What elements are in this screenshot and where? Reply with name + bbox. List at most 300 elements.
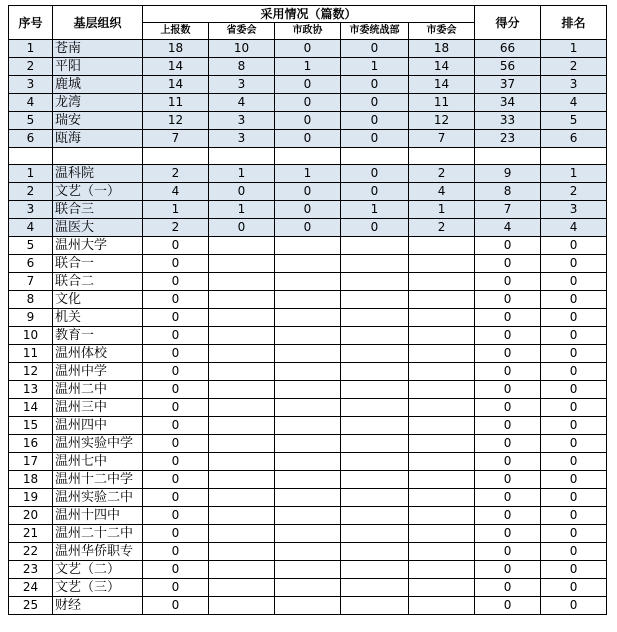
provincial-cell[interactable]: 1 (209, 201, 275, 219)
reported-cell[interactable]: 0 (143, 507, 209, 525)
seq-cell[interactable]: 4 (9, 219, 53, 237)
rank-cell[interactable]: 4 (541, 219, 607, 237)
score-cell[interactable]: 66 (475, 40, 541, 58)
org-cell[interactable]: 温州实验二中 (53, 489, 143, 507)
score-cell[interactable]: 0 (475, 597, 541, 615)
provincial-cell[interactable]: 3 (209, 76, 275, 94)
city-committee-cell[interactable] (409, 525, 475, 543)
cppcc-cell[interactable] (275, 435, 341, 453)
cppcc-cell[interactable] (275, 507, 341, 525)
city-committee-cell[interactable] (409, 417, 475, 435)
city-committee-cell[interactable] (409, 255, 475, 273)
cppcc-cell[interactable] (275, 543, 341, 561)
cppcc-cell[interactable] (275, 597, 341, 615)
score-cell[interactable]: 0 (475, 435, 541, 453)
city-committee-cell[interactable] (409, 489, 475, 507)
rank-cell[interactable]: 0 (541, 561, 607, 579)
cppcc-cell[interactable] (275, 255, 341, 273)
reported-cell[interactable]: 0 (143, 381, 209, 399)
provincial-cell[interactable] (209, 309, 275, 327)
reported-cell[interactable]: 14 (143, 76, 209, 94)
score-cell[interactable]: 0 (475, 309, 541, 327)
org-cell[interactable]: 温州体校 (53, 345, 143, 363)
city-committee-cell[interactable] (409, 543, 475, 561)
provincial-cell[interactable] (209, 273, 275, 291)
united-front-cell[interactable]: 1 (341, 201, 409, 219)
united-front-cell[interactable] (341, 345, 409, 363)
rank-cell[interactable]: 0 (541, 417, 607, 435)
table-row (9, 525, 607, 543)
united-front-cell[interactable] (341, 471, 409, 489)
score-cell[interactable]: 0 (475, 255, 541, 273)
united-front-cell[interactable]: 0 (341, 183, 409, 201)
united-front-cell[interactable]: 0 (341, 112, 409, 130)
score-cell[interactable]: 0 (475, 525, 541, 543)
city-committee-cell[interactable] (409, 309, 475, 327)
score-cell[interactable]: 33 (475, 112, 541, 130)
rank-cell[interactable]: 0 (541, 345, 607, 363)
united-front-cell[interactable] (341, 525, 409, 543)
reported-cell[interactable]: 0 (143, 255, 209, 273)
rank-cell[interactable]: 0 (541, 273, 607, 291)
cppcc-cell[interactable] (275, 471, 341, 489)
cppcc-cell[interactable]: 0 (275, 130, 341, 148)
city-committee-cell[interactable] (409, 273, 475, 291)
org-cell[interactable]: 苍南 (53, 40, 143, 58)
rank-cell[interactable]: 0 (541, 309, 607, 327)
city-committee-cell[interactable] (409, 435, 475, 453)
cppcc-cell[interactable] (275, 381, 341, 399)
seq-cell[interactable]: 16 (9, 435, 53, 453)
cppcc-cell[interactable] (275, 237, 341, 255)
seq-cell[interactable]: 12 (9, 363, 53, 381)
united-front-cell[interactable] (341, 453, 409, 471)
seq-cell[interactable]: 5 (9, 237, 53, 255)
seq-cell[interactable]: 13 (9, 381, 53, 399)
cppcc-cell[interactable] (275, 417, 341, 435)
reported-cell[interactable]: 0 (143, 237, 209, 255)
rank-cell[interactable]: 6 (541, 130, 607, 148)
table-row (9, 363, 607, 381)
city-committee-cell[interactable]: 4 (409, 183, 475, 201)
seq-cell[interactable]: 10 (9, 327, 53, 345)
rank-cell[interactable]: 0 (541, 255, 607, 273)
header-provincial: 省委会 (209, 23, 275, 40)
table-row (9, 399, 607, 417)
united-front-cell[interactable] (341, 327, 409, 345)
seq-cell[interactable]: 20 (9, 507, 53, 525)
rank-cell[interactable]: 0 (541, 489, 607, 507)
cppcc-cell[interactable]: 0 (275, 183, 341, 201)
city-committee-cell[interactable] (409, 597, 475, 615)
provincial-cell[interactable] (209, 291, 275, 309)
table-cell[interactable] (541, 148, 607, 165)
united-front-cell[interactable] (341, 237, 409, 255)
reported-cell[interactable]: 2 (143, 219, 209, 237)
seq-cell[interactable]: 6 (9, 255, 53, 273)
provincial-cell[interactable] (209, 435, 275, 453)
seq-cell[interactable]: 4 (9, 94, 53, 112)
city-committee-cell[interactable]: 11 (409, 94, 475, 112)
score-cell[interactable]: 9 (475, 165, 541, 183)
provincial-cell[interactable] (209, 489, 275, 507)
table-row (9, 543, 607, 561)
provincial-cell[interactable] (209, 579, 275, 597)
reported-cell[interactable]: 2 (143, 165, 209, 183)
score-cell[interactable]: 7 (475, 201, 541, 219)
reported-cell[interactable]: 0 (143, 345, 209, 363)
table-row (9, 597, 607, 615)
city-committee-cell[interactable] (409, 561, 475, 579)
reported-cell[interactable]: 0 (143, 471, 209, 489)
seq-cell[interactable]: 3 (9, 201, 53, 219)
reported-cell[interactable]: 0 (143, 309, 209, 327)
seq-cell[interactable]: 22 (9, 543, 53, 561)
rank-cell[interactable]: 3 (541, 76, 607, 94)
score-cell[interactable]: 0 (475, 489, 541, 507)
united-front-cell[interactable]: 0 (341, 40, 409, 58)
org-cell[interactable]: 联合三 (53, 201, 143, 219)
rank-cell[interactable]: 0 (541, 327, 607, 345)
cppcc-cell[interactable] (275, 453, 341, 471)
seq-cell[interactable]: 24 (9, 579, 53, 597)
score-cell[interactable]: 8 (475, 183, 541, 201)
city-committee-cell[interactable]: 7 (409, 130, 475, 148)
seq-cell[interactable]: 18 (9, 471, 53, 489)
cppcc-cell[interactable]: 0 (275, 40, 341, 58)
seq-cell[interactable]: 7 (9, 273, 53, 291)
reported-cell[interactable]: 0 (143, 543, 209, 561)
rank-cell[interactable]: 0 (541, 471, 607, 489)
rank-cell[interactable]: 0 (541, 543, 607, 561)
provincial-cell[interactable]: 10 (209, 40, 275, 58)
rank-cell[interactable]: 0 (541, 363, 607, 381)
reported-cell[interactable]: 0 (143, 453, 209, 471)
provincial-cell[interactable] (209, 327, 275, 345)
reported-cell[interactable]: 0 (143, 273, 209, 291)
seq-cell[interactable]: 14 (9, 399, 53, 417)
table-cell[interactable] (341, 148, 409, 165)
org-cell[interactable]: 联合一 (53, 255, 143, 273)
city-committee-cell[interactable] (409, 471, 475, 489)
united-front-cell[interactable] (341, 543, 409, 561)
seq-cell[interactable]: 6 (9, 130, 53, 148)
seq-cell[interactable]: 5 (9, 112, 53, 130)
rank-cell[interactable]: 0 (541, 597, 607, 615)
score-cell[interactable]: 0 (475, 507, 541, 525)
rank-cell[interactable]: 0 (541, 435, 607, 453)
org-cell[interactable]: 鹿城 (53, 76, 143, 94)
rank-cell[interactable]: 0 (541, 579, 607, 597)
seq-cell[interactable]: 1 (9, 165, 53, 183)
seq-cell[interactable]: 3 (9, 76, 53, 94)
score-cell[interactable]: 0 (475, 471, 541, 489)
united-front-cell[interactable] (341, 291, 409, 309)
reported-cell[interactable]: 0 (143, 363, 209, 381)
score-cell[interactable]: 0 (475, 291, 541, 309)
reported-cell[interactable]: 0 (143, 327, 209, 345)
united-front-cell[interactable]: 0 (341, 76, 409, 94)
united-front-cell[interactable] (341, 597, 409, 615)
seq-cell[interactable]: 9 (9, 309, 53, 327)
table-cell[interactable] (475, 148, 541, 165)
table-cell[interactable] (143, 148, 209, 165)
cppcc-cell[interactable]: 1 (275, 58, 341, 76)
header-city-committee: 市委会 (409, 23, 475, 40)
provincial-cell[interactable] (209, 507, 275, 525)
provincial-cell[interactable] (209, 345, 275, 363)
cppcc-cell[interactable] (275, 309, 341, 327)
org-cell[interactable]: 温州二中 (53, 381, 143, 399)
cppcc-cell[interactable] (275, 327, 341, 345)
reported-cell[interactable]: 0 (143, 579, 209, 597)
seq-cell[interactable]: 1 (9, 40, 53, 58)
table-cell[interactable] (275, 148, 341, 165)
city-committee-cell[interactable]: 1 (409, 201, 475, 219)
org-cell[interactable]: 文化 (53, 291, 143, 309)
united-front-cell[interactable] (341, 561, 409, 579)
reported-cell[interactable]: 0 (143, 417, 209, 435)
rank-cell[interactable]: 0 (541, 399, 607, 417)
reported-cell[interactable]: 0 (143, 399, 209, 417)
city-committee-cell[interactable] (409, 237, 475, 255)
table-cell[interactable] (409, 148, 475, 165)
org-cell[interactable]: 瑞安 (53, 112, 143, 130)
city-committee-cell[interactable]: 18 (409, 40, 475, 58)
provincial-cell[interactable] (209, 471, 275, 489)
rank-cell[interactable]: 0 (541, 237, 607, 255)
rank-cell[interactable]: 0 (541, 507, 607, 525)
table-row (9, 58, 607, 76)
header-cppcc: 市政协 (275, 23, 341, 40)
city-committee-cell[interactable] (409, 381, 475, 399)
rank-cell[interactable]: 0 (541, 453, 607, 471)
united-front-cell[interactable] (341, 273, 409, 291)
seq-cell[interactable]: 19 (9, 489, 53, 507)
united-front-cell[interactable] (341, 507, 409, 525)
rank-cell[interactable]: 1 (541, 165, 607, 183)
score-cell[interactable]: 37 (475, 76, 541, 94)
united-front-cell[interactable]: 0 (341, 219, 409, 237)
org-cell[interactable]: 平阳 (53, 58, 143, 76)
united-front-cell[interactable] (341, 363, 409, 381)
score-cell[interactable]: 0 (475, 327, 541, 345)
table-cell[interactable] (9, 148, 53, 165)
provincial-cell[interactable]: 0 (209, 183, 275, 201)
org-cell[interactable]: 文艺（一） (53, 183, 143, 201)
reported-cell[interactable]: 0 (143, 525, 209, 543)
rank-cell[interactable]: 1 (541, 40, 607, 58)
united-front-cell[interactable]: 0 (341, 94, 409, 112)
city-committee-cell[interactable]: 14 (409, 76, 475, 94)
reported-cell[interactable]: 0 (143, 489, 209, 507)
reported-cell[interactable]: 0 (143, 435, 209, 453)
header-adoption: 采用情况（篇数） (143, 6, 475, 23)
city-committee-cell[interactable] (409, 453, 475, 471)
city-committee-cell[interactable] (409, 363, 475, 381)
rank-cell[interactable]: 5 (541, 112, 607, 130)
united-front-cell[interactable] (341, 255, 409, 273)
org-cell[interactable]: 温州华侨职专 (53, 543, 143, 561)
cppcc-cell[interactable] (275, 399, 341, 417)
org-cell[interactable]: 温州四中 (53, 417, 143, 435)
org-cell[interactable]: 联合二 (53, 273, 143, 291)
provincial-cell[interactable] (209, 237, 275, 255)
seq-cell[interactable]: 21 (9, 525, 53, 543)
cppcc-cell[interactable] (275, 273, 341, 291)
table-cell[interactable] (209, 148, 275, 165)
reported-cell[interactable]: 0 (143, 561, 209, 579)
cppcc-cell[interactable] (275, 363, 341, 381)
seq-cell[interactable]: 17 (9, 453, 53, 471)
city-committee-cell[interactable] (409, 327, 475, 345)
united-front-cell[interactable] (341, 381, 409, 399)
table-row (9, 435, 607, 453)
cppcc-cell[interactable]: 1 (275, 165, 341, 183)
cppcc-cell[interactable] (275, 489, 341, 507)
provincial-cell[interactable]: 0 (209, 219, 275, 237)
united-front-cell[interactable] (341, 309, 409, 327)
seq-cell[interactable]: 8 (9, 291, 53, 309)
org-cell[interactable]: 龙湾 (53, 94, 143, 112)
city-committee-cell[interactable]: 12 (409, 112, 475, 130)
provincial-cell[interactable]: 1 (209, 165, 275, 183)
provincial-cell[interactable]: 3 (209, 130, 275, 148)
seq-cell[interactable]: 2 (9, 58, 53, 76)
score-cell[interactable]: 0 (475, 561, 541, 579)
city-committee-cell[interactable] (409, 399, 475, 417)
org-cell[interactable]: 温州二十二中 (53, 525, 143, 543)
reported-cell[interactable]: 7 (143, 130, 209, 148)
reported-cell[interactable]: 0 (143, 597, 209, 615)
city-committee-cell[interactable] (409, 579, 475, 597)
org-cell[interactable]: 温科院 (53, 165, 143, 183)
city-committee-cell[interactable] (409, 345, 475, 363)
provincial-cell[interactable] (209, 597, 275, 615)
cppcc-cell[interactable]: 0 (275, 219, 341, 237)
seq-cell[interactable]: 23 (9, 561, 53, 579)
seq-cell[interactable]: 25 (9, 597, 53, 615)
reported-cell[interactable]: 12 (143, 112, 209, 130)
cppcc-cell[interactable]: 0 (275, 112, 341, 130)
seq-cell[interactable]: 15 (9, 417, 53, 435)
provincial-cell[interactable] (209, 363, 275, 381)
provincial-cell[interactable]: 8 (209, 58, 275, 76)
rank-cell[interactable]: 0 (541, 291, 607, 309)
united-front-cell[interactable]: 1 (341, 58, 409, 76)
rank-cell[interactable]: 0 (541, 525, 607, 543)
score-cell[interactable]: 0 (475, 543, 541, 561)
seq-cell[interactable]: 11 (9, 345, 53, 363)
provincial-cell[interactable] (209, 525, 275, 543)
reported-cell[interactable]: 18 (143, 40, 209, 58)
united-front-cell[interactable] (341, 489, 409, 507)
score-cell[interactable]: 0 (475, 417, 541, 435)
rank-cell[interactable]: 2 (541, 183, 607, 201)
org-cell[interactable]: 温州十四中 (53, 507, 143, 525)
city-committee-cell[interactable]: 14 (409, 58, 475, 76)
score-cell[interactable]: 23 (475, 130, 541, 148)
provincial-cell[interactable] (209, 381, 275, 399)
score-cell[interactable]: 0 (475, 273, 541, 291)
score-cell[interactable]: 0 (475, 579, 541, 597)
provincial-cell[interactable] (209, 453, 275, 471)
reported-cell[interactable]: 1 (143, 201, 209, 219)
score-cell[interactable]: 34 (475, 94, 541, 112)
provincial-cell[interactable] (209, 417, 275, 435)
reported-cell[interactable]: 11 (143, 94, 209, 112)
cppcc-cell[interactable] (275, 579, 341, 597)
united-front-cell[interactable] (341, 435, 409, 453)
rank-cell[interactable]: 2 (541, 58, 607, 76)
org-cell[interactable]: 文艺（二） (53, 561, 143, 579)
city-committee-cell[interactable] (409, 291, 475, 309)
seq-cell[interactable]: 2 (9, 183, 53, 201)
org-cell[interactable]: 教育一 (53, 327, 143, 345)
provincial-cell[interactable] (209, 399, 275, 417)
score-cell[interactable]: 0 (475, 453, 541, 471)
org-cell[interactable]: 温州中学 (53, 363, 143, 381)
united-front-cell[interactable] (341, 579, 409, 597)
org-cell[interactable]: 温医大 (53, 219, 143, 237)
score-cell[interactable]: 0 (475, 363, 541, 381)
city-committee-cell[interactable]: 2 (409, 165, 475, 183)
cppcc-cell[interactable] (275, 345, 341, 363)
cppcc-cell[interactable]: 0 (275, 201, 341, 219)
score-cell[interactable]: 56 (475, 58, 541, 76)
united-front-cell[interactable]: 0 (341, 130, 409, 148)
rank-cell[interactable]: 4 (541, 94, 607, 112)
reported-cell[interactable]: 4 (143, 183, 209, 201)
org-cell[interactable]: 温州三中 (53, 399, 143, 417)
org-cell[interactable]: 机关 (53, 309, 143, 327)
united-front-cell[interactable] (341, 417, 409, 435)
score-cell[interactable]: 4 (475, 219, 541, 237)
cppcc-cell[interactable] (275, 561, 341, 579)
united-front-cell[interactable]: 0 (341, 165, 409, 183)
united-front-cell[interactable] (341, 399, 409, 417)
score-cell[interactable]: 0 (475, 237, 541, 255)
cppcc-cell[interactable]: 0 (275, 76, 341, 94)
org-cell[interactable]: 文艺（三） (53, 579, 143, 597)
provincial-cell[interactable] (209, 255, 275, 273)
table-row (9, 381, 607, 399)
city-committee-cell[interactable]: 2 (409, 219, 475, 237)
reported-cell[interactable]: 14 (143, 58, 209, 76)
provincial-cell[interactable] (209, 561, 275, 579)
provincial-cell[interactable]: 3 (209, 112, 275, 130)
score-cell[interactable]: 0 (475, 381, 541, 399)
score-cell[interactable]: 0 (475, 399, 541, 417)
table-cell[interactable] (53, 148, 143, 165)
org-cell[interactable]: 财经 (53, 597, 143, 615)
city-committee-cell[interactable] (409, 507, 475, 525)
rank-cell[interactable]: 3 (541, 201, 607, 219)
provincial-cell[interactable] (209, 543, 275, 561)
cppcc-cell[interactable] (275, 291, 341, 309)
org-cell[interactable]: 温州七中 (53, 453, 143, 471)
provincial-cell[interactable]: 4 (209, 94, 275, 112)
cppcc-cell[interactable]: 0 (275, 94, 341, 112)
org-cell[interactable]: 温州实验中学 (53, 435, 143, 453)
org-cell[interactable]: 温州十二中学 (53, 471, 143, 489)
reported-cell[interactable]: 0 (143, 291, 209, 309)
score-cell[interactable]: 0 (475, 345, 541, 363)
rank-cell[interactable]: 0 (541, 381, 607, 399)
cppcc-cell[interactable] (275, 525, 341, 543)
org-cell[interactable]: 温州大学 (53, 237, 143, 255)
org-cell[interactable]: 瓯海 (53, 130, 143, 148)
